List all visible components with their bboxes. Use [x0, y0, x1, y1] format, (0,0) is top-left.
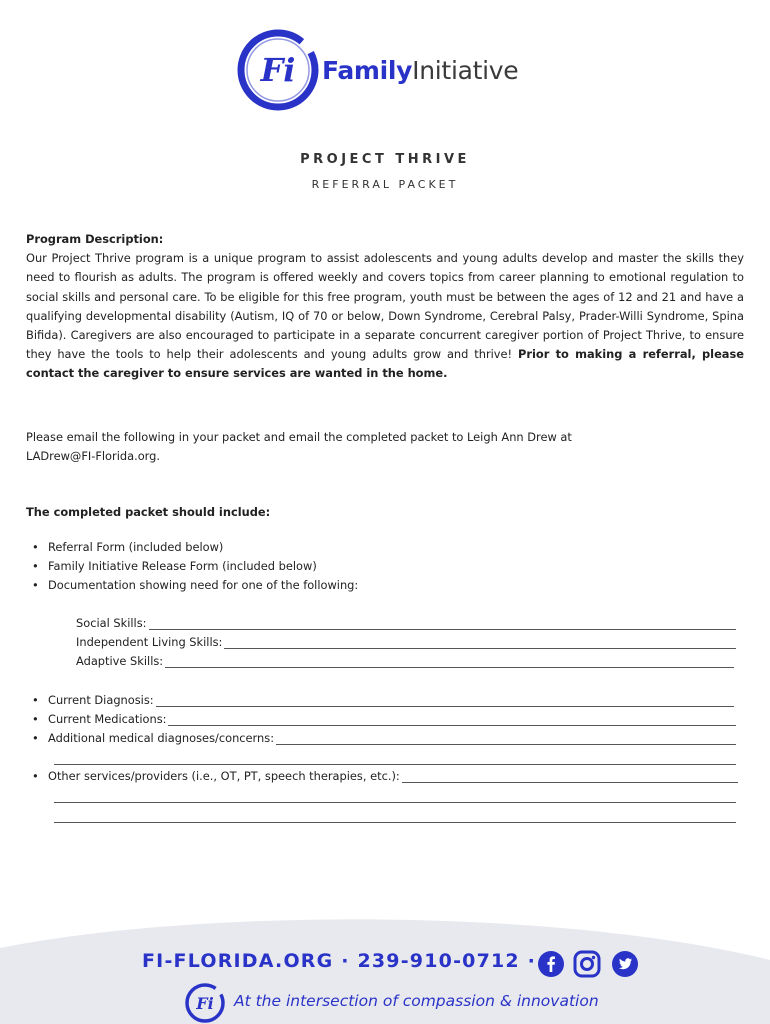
- bullet-icon: •: [32, 731, 39, 745]
- current-diagnosis-line[interactable]: [156, 695, 734, 707]
- email-instructions: [26, 428, 744, 466]
- brand-name-bold: Family: [322, 56, 413, 85]
- bullet-icon: •: [32, 712, 39, 726]
- social-skills-label: Social Skills:: [76, 616, 147, 630]
- fi-footer-logo-icon: [183, 982, 227, 1024]
- page-subtitle: REFERRAL PACKET: [311, 178, 459, 191]
- adaptive-skills-label: Adaptive Skills:: [76, 654, 164, 668]
- other-services-extra-line[interactable]: [54, 802, 736, 803]
- independent-living-skills-field[interactable]: [76, 635, 736, 649]
- brand-name: [322, 56, 518, 85]
- other-services-line[interactable]: [402, 771, 738, 783]
- footer-logo-mark: Fi: [196, 994, 214, 1013]
- bullet-icon: •: [32, 693, 39, 707]
- page-title: PROJECT THRIVE: [300, 152, 470, 167]
- other-services-extra-line[interactable]: [54, 822, 736, 823]
- email-instructions-line1: Please email the following in your packet and email the completed packet to Leigh Ann Drew at: [26, 430, 572, 444]
- list-item: • Documentation showing need for one of the following:: [30, 576, 358, 595]
- other-services-label: Other services/providers (i.e., OT, PT, speech therapies, etc.):: [48, 769, 400, 783]
- additional-diagnoses-label: Additional medical diagnoses/concerns:: [48, 731, 275, 745]
- bullet-icon: •: [32, 769, 39, 783]
- footer-contact[interactable]: FI-FLORIDA.ORG · 239-910-0712 ·: [142, 950, 537, 972]
- additional-diagnoses-field[interactable]: [30, 731, 736, 745]
- footer-tagline: At the intersection of compassion & innovation: [234, 992, 599, 1010]
- logo-mark-text: Fi: [260, 51, 296, 89]
- current-medications-label: Current Medications:: [48, 712, 167, 726]
- independent-living-skills-line[interactable]: [224, 637, 736, 649]
- twitter-icon[interactable]: [611, 950, 639, 978]
- other-services-field[interactable]: [30, 769, 738, 783]
- program-description-emphasis: Prior to making a referral, please contact the caregiver to ensure services are wanted in the home.: [26, 347, 744, 381]
- social-skills-line[interactable]: [149, 618, 737, 630]
- additional-diagnoses-extra-line[interactable]: [54, 764, 736, 765]
- current-medications-field[interactable]: [30, 712, 736, 726]
- adaptive-skills-line[interactable]: [165, 656, 734, 668]
- social-skills-field[interactable]: [76, 616, 736, 630]
- list-item: • Family Initiative Release Form (included below): [30, 557, 358, 576]
- adaptive-skills-field[interactable]: [76, 654, 734, 668]
- current-diagnosis-label: Current Diagnosis:: [48, 693, 154, 707]
- fi-logo-icon: [236, 28, 320, 112]
- facebook-icon[interactable]: [537, 950, 565, 978]
- current-diagnosis-field[interactable]: [30, 693, 734, 707]
- current-medications-line[interactable]: [168, 714, 736, 726]
- list-item: • Referral Form (included below): [30, 538, 358, 557]
- instagram-icon[interactable]: [573, 950, 601, 978]
- email-address[interactable]: LADrew@FI-Florida.org.: [26, 449, 161, 464]
- program-description: [26, 230, 744, 384]
- program-description-heading: Program Description:: [26, 232, 164, 246]
- family-initiative-logo: [236, 26, 536, 116]
- independent-living-skills-label: Independent Living Skills:: [76, 635, 223, 649]
- packet-items-list: [30, 538, 358, 595]
- packet-contents-heading: The completed packet should include:: [26, 505, 271, 519]
- program-description-body: Our Project Thrive program is a unique program to assist adolescents and young adults develop and master the skills they need to flourish as adults. The program is offered weekly and covers topics from career planning to emotional regulation to social skills and personal care. To be eligible for this free program, youth must be between the ages of 12 and 21 and have a qualifying developmental disability (Autism, IQ of 70 or below, Down Syndrome, Cerebral Palsy, Prader-Willi Syndrome, Spina Bifida). Caregivers are also encouraged to participate in a separate concurrent caregiver portion of Project Thrive, to ensure they have the tools to help their adolescents and young adults grow and thrive!: [26, 251, 744, 362]
- additional-diagnoses-line[interactable]: [276, 733, 736, 745]
- brand-name-light: Initiative: [412, 56, 519, 85]
